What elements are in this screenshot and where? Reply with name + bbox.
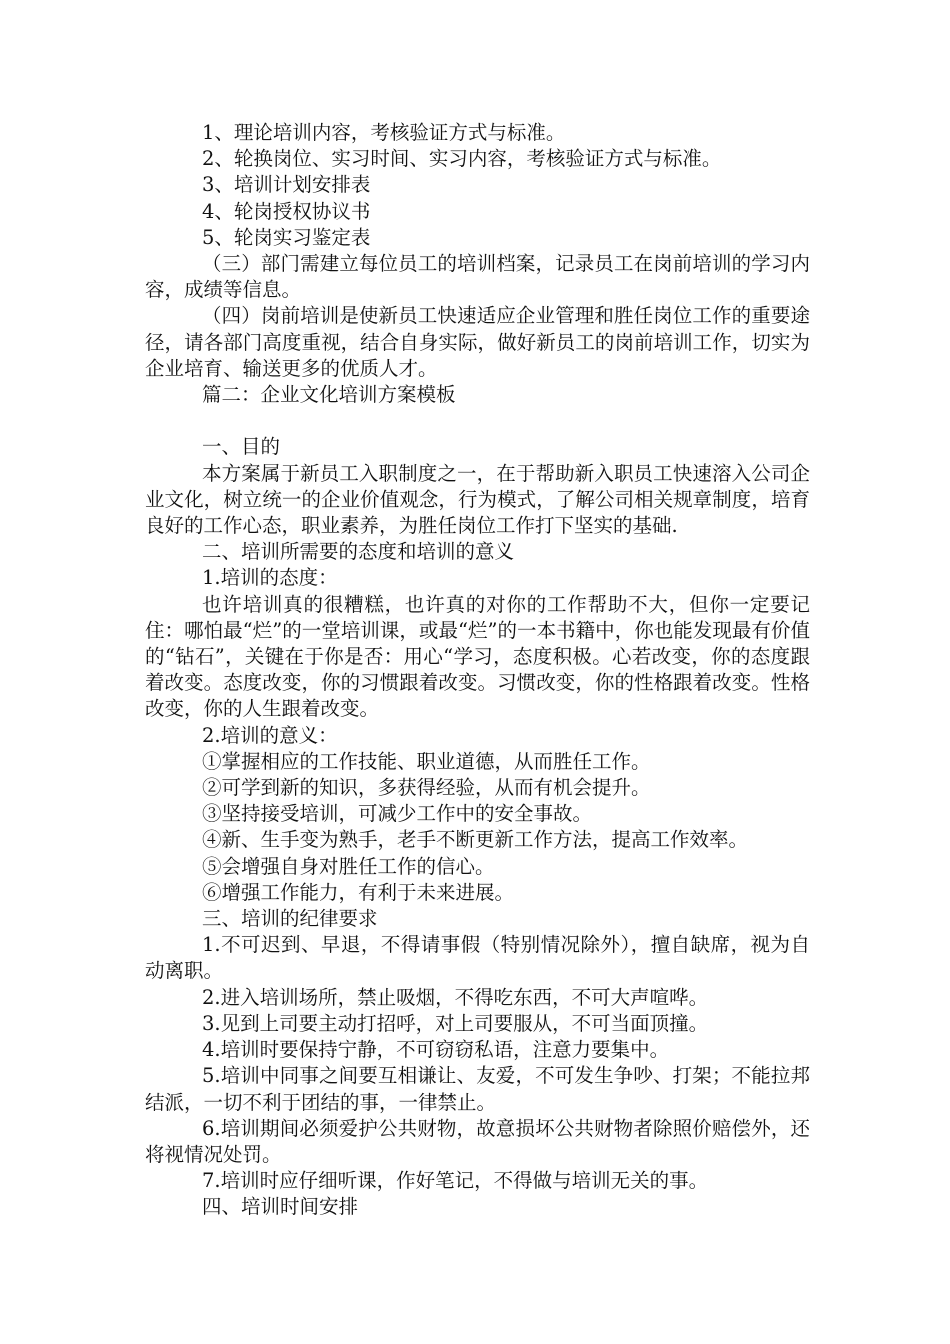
list-item: 5.培训中同事之间要互相谦让、友爱，不可发生争吵、打架；不能拉邦结派，一切不利于团结的事，一律禁止。 xyxy=(145,1064,810,1114)
paragraph: 4、轮岗授权协议书 xyxy=(202,199,371,223)
subheading: 1.培训的态度： xyxy=(202,566,338,590)
list-item: ⑤会增强自身对胜任工作的信心。 xyxy=(202,854,495,878)
paragraph: 1、理论培训内容，考核验证方式与标准。 xyxy=(202,121,566,144)
heading: 三、培训的纪律要求 xyxy=(202,907,378,931)
list-item: 3.见到上司要主动打招呼，对上司要服从，不可当面顶撞。 xyxy=(202,1011,709,1035)
paragraph: 2、轮换岗位、实习时间、实习内容，考核验证方式与标准。 xyxy=(202,147,722,171)
paragraph: 3、培训计划安排表 xyxy=(202,173,371,197)
list-item: 6.培训期间必须爱护公共财物，故意损坏公共财物者除照价赔偿外，还将视情况处罚。 xyxy=(145,1116,810,1166)
list-item: 7.培训时应仔细听课，作好笔记，不得做与培训无关的事。 xyxy=(202,1169,709,1193)
list-item: ④新、生手变为熟手，老手不断更新工作方法，提高工作效率。 xyxy=(202,828,749,852)
list-item: ③坚持接受培训，可减少工作中的安全事故。 xyxy=(202,802,593,826)
document-body xyxy=(145,120,810,1221)
list-item: ②可学到新的知识，多获得经验，从而有机会提升。 xyxy=(202,776,651,800)
list-item: ①掌握相应的工作技能、职业道德，从而胜任工作。 xyxy=(202,749,651,773)
blank-line xyxy=(145,408,810,434)
paragraph: （四）岗前培训是使新员工快速适应企业管理和胜任岗位工作的重要途径，请各部门高度重视，结合自身实际，做好新员工的岗前培训工作，切实为企业培育、输送更多的优质人才。 xyxy=(145,304,810,380)
paragraph: 也许培训真的很糟糕，也许真的对你的工作帮助不大，但你一定要记住：哪怕最“烂”的一堂培训课，或最“烂”的一本书籍中，你也能发现最有价值的“钻石”，关键在于你是否：用心“学习，态度积极。心若改变，你的态度跟着改变。态度改变，你的习惯跟着改变。习惯改变，你的性格跟着改变。性格改变，你的人生跟着改变。 xyxy=(145,592,810,721)
subheading: 2.培训的意义： xyxy=(202,723,338,747)
heading: 四、培训时间安排 xyxy=(202,1195,359,1219)
paragraph: 本方案属于新员工入职制度之一，在于帮助新入职员工快速溶入公司企业文化，树立统一的企业价值观念，行为模式，了解公司相关规章制度，培育良好的工作心态，职业素养，为胜任岗位工作打下坚实的基础. xyxy=(145,461,810,538)
heading: 二、培训所需要的态度和培训的意义 xyxy=(202,540,515,564)
heading: 一、目的 xyxy=(202,435,281,459)
list-item: ⑥增强工作能力，有利于未来进展。 xyxy=(202,880,515,904)
list-item: 2.进入培训场所，禁止吸烟，不得吃东西，不可大声喧哗。 xyxy=(202,985,709,1009)
section-title: 篇二：企业文化培训方案模板 xyxy=(202,383,456,407)
list-item: 1.不可迟到、早退，不得请事假（特别情况除外），擅自缺席，视为自动离职。 xyxy=(145,933,810,983)
paragraph: （三）部门需建立每位员工的培训档案，记录员工在岗前培训的学习内容，成绩等信息。 xyxy=(145,252,810,302)
paragraph: 5、轮岗实习鉴定表 xyxy=(202,225,371,249)
list-item: 4.培训时要保持宁静，不可窃窃私语，注意力要集中。 xyxy=(202,1038,670,1062)
